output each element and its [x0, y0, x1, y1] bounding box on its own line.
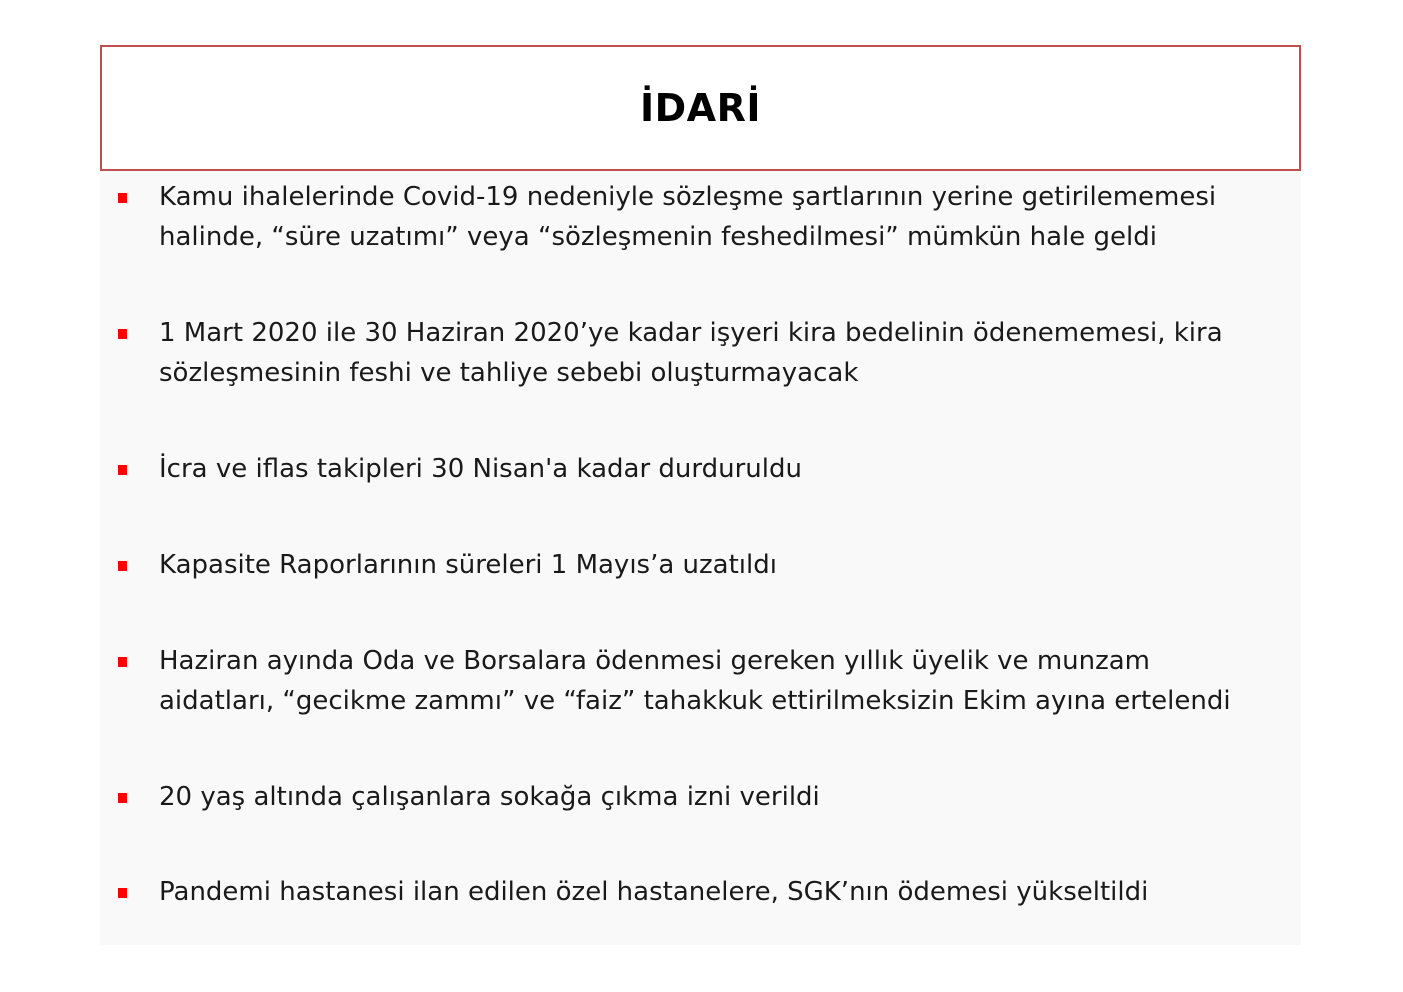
- bullet-square-icon: [118, 465, 127, 475]
- bullet-square-icon: [118, 793, 127, 803]
- slide-title: İDARİ: [640, 86, 761, 130]
- bullet-text: İcra ve iflas takipleri 30 Nisan'a kadar durduruldu: [159, 454, 802, 484]
- bullet-square-icon: [118, 561, 127, 571]
- bullet-text: 20 yaş altında çalışanlara sokağa çıkma izni verildi: [159, 782, 820, 812]
- bullet-square-icon: [118, 657, 127, 667]
- bullet-text: Kamu ihalelerinde Covid-19 nedeniyle sözleşme şartlarının yerine getirilememesi halinde, “süre uzatımı” veya “sözleşmenin feshedilmesi” mümkün hale geldi: [159, 182, 1217, 252]
- bullet-text: Haziran ayında Oda ve Borsalara ödenmesi gereken yıllık üyelik ve munzam aidatları, “gecikme zammı” ve “faiz” tahakkuk ettirilmeksizin Ekim ayına ertelendi: [159, 646, 1231, 716]
- bullet-square-icon: [118, 329, 127, 339]
- bullet-square-icon: [118, 888, 127, 898]
- bullet-text: 1 Mart 2020 ile 30 Haziran 2020’ye kadar işyeri kira bedelinin ödenememesi, kira sözleşmesinin feshi ve tahliye sebebi oluşturmayacak: [159, 318, 1223, 388]
- bullet-square-icon: [118, 193, 127, 203]
- bullet-text: Kapasite Raporlarının süreleri 1 Mayıs’a uzatıldı: [159, 550, 777, 580]
- bullet-text: Pandemi hastanesi ilan edilen özel hastanelere, SGK’nın ödemesi yükseltildi: [159, 877, 1149, 907]
